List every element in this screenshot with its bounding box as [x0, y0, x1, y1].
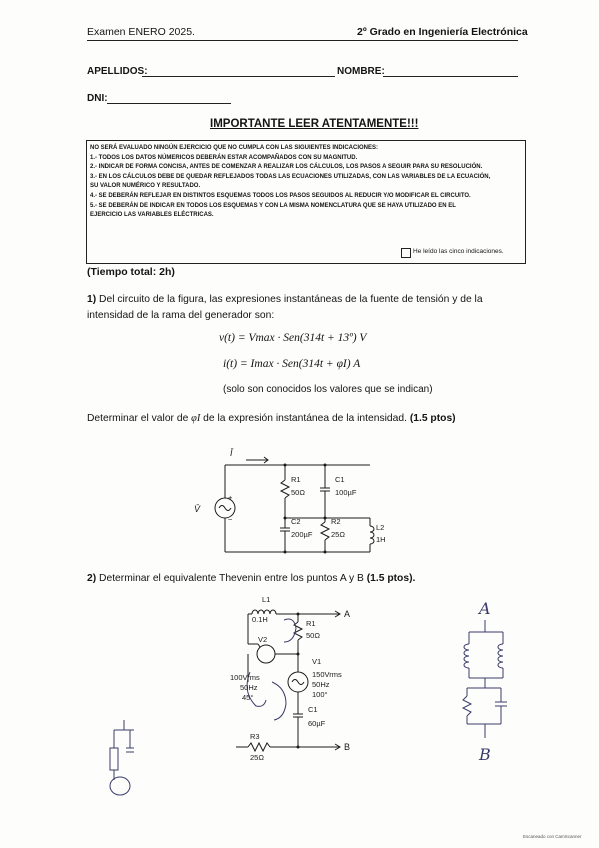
scanner-footer: Escaneado con CamScanner — [523, 834, 582, 839]
notice-line: SU VALOR NUMÉRICO Y RESULTADO. — [90, 183, 201, 190]
r3-label: R3 — [250, 732, 260, 741]
read-checkbox[interactable] — [401, 248, 411, 258]
dni-label: DNI: — [87, 93, 108, 104]
notice-line: EJERCICIO LAS VARIABLES ELÉCTRICAS. — [90, 212, 214, 219]
notice-title: IMPORTANTE LEER ATENTAMENTE!!! — [210, 118, 419, 130]
q2-number: 2) — [87, 573, 97, 584]
v2-amplitude: 100Vrms — [230, 673, 260, 682]
v1-phase: 100° — [312, 690, 328, 699]
q2-statement — [87, 573, 415, 584]
notice-rules — [90, 144, 522, 221]
notice-box — [86, 140, 526, 264]
handwritten-doodle — [100, 718, 150, 798]
v2-phase: 45° — [242, 693, 254, 702]
r2-value: 25Ω — [331, 530, 345, 539]
l1-value: 0.1H — [252, 615, 268, 624]
dni-field[interactable] — [107, 103, 231, 104]
current-equation: i(t) = Imax · Sen(314t + φI) A — [223, 358, 361, 370]
q1-ask-middle: de la expresión instantánea de la intensidad. — [200, 413, 410, 424]
c1-label: C1 — [335, 475, 345, 484]
total-time: (Tiempo total: 2h) — [87, 266, 175, 278]
q1-line1 — [87, 292, 483, 308]
v1-label: V1 — [312, 657, 322, 666]
q1-line2: intensidad de la rama del generador son: — [87, 310, 275, 321]
v2-label: V2 — [258, 635, 268, 644]
phi-symbol: φI — [191, 413, 201, 424]
notice-line: NO SERÁ EVALUADO NINGÚN EJERCICIO QUE NO CUMPLA CON LAS SIGUIENTES INDICACIONES: — [90, 145, 379, 151]
v1-frequency: 50Hz — [312, 680, 330, 689]
q1-text: Del circuito de la figura, las expresiones instantáneas de la fuente de tensión y de la — [99, 294, 483, 305]
exam-date: Examen ENERO 2025. — [87, 26, 195, 38]
apellidos-field[interactable] — [142, 76, 335, 77]
r1-label: R1 — [306, 619, 316, 628]
q2-text: Determinar el equivalente Thevenin entre los puntos A y B — [99, 573, 367, 584]
current-phasor-label: Ī — [230, 448, 233, 458]
c1-label: C1 — [308, 705, 318, 714]
c1-value: 100µF — [335, 488, 357, 497]
degree-name: 2º Grado en Ingeniería Electrónica — [357, 26, 528, 38]
q1-number: 1) — [87, 294, 97, 305]
q1-ask-prefix: Determinar el valor de — [87, 413, 192, 424]
q1-question — [87, 413, 456, 424]
q1-note: (solo son conocidos los valores que se indican) — [223, 384, 433, 395]
v2-frequency: 50Hz — [240, 683, 258, 692]
r3-value: 25Ω — [250, 753, 264, 762]
c2-value: 200µF — [291, 530, 313, 539]
circuit-2-diagram — [220, 592, 390, 768]
svg-text:+: + — [228, 493, 233, 502]
read-checkbox-label: He leído las cinco indicaciones. — [413, 248, 504, 255]
header-rule — [87, 40, 518, 41]
hand-label-a: A — [479, 599, 491, 618]
c1-value: 60µF — [308, 719, 326, 728]
r1-value: 50Ω — [306, 631, 320, 640]
svg-text:−: − — [228, 515, 233, 524]
hand-label-b: B — [479, 745, 491, 764]
apellidos-label: APELLIDOS: — [87, 66, 148, 77]
voltage-equation: v(t) = Vmax · Sen(314t + 13º) V — [219, 332, 367, 344]
notice-line: 5.- SE DEBERÁN DE INDICAR EN TODOS LOS ESQUEMAS Y CON LA MISMA NOMENCLATURA QUE SE HAYA UTILIZADO EN EL — [90, 202, 456, 209]
handwritten-equivalent-sketch — [455, 592, 525, 772]
circuit-1-diagram — [180, 440, 410, 570]
l2-value: 1H — [376, 535, 386, 544]
l2-label: L2 — [376, 523, 385, 532]
notice-line: 4.- SE DEBERÁN REFLEJAR EN DISTINTOS ESQUEMAS TODOS LOS PASOS SEGUIDOS AL REDUCIR Y/O MODIFICAR EL CIRCUITO. — [90, 192, 471, 199]
notice-line: 3.- EN LOS CÁLCULOS DEBE DE QUEDAR REFLEJADOS TODAS LAS ECUACIONES UTILIZADAS, CON LAS VARIABLES DE LA ECUACIÓN, — [90, 173, 491, 180]
r1-label: R1 — [291, 475, 301, 484]
c2-label: C2 — [291, 517, 301, 526]
notice-line: 1.- TODOS LOS DATOS NÚMERICOS DEBERÁN ESTAR ACOMPAÑADOS CON SU MAGNITUD. — [90, 154, 358, 161]
terminal-b-label: B — [344, 742, 351, 752]
q1-points: (1.5 ptos) — [409, 413, 456, 424]
r2-label: R2 — [331, 517, 341, 526]
l1-label: L1 — [262, 595, 271, 604]
notice-line: 2.- INDICAR DE FORMA CONCISA, ANTES DE COMENZAR A REALIZAR LOS CÁLCULOS, LOS PASOS A SEGUIR PARA SU RESOLUCIÓN. — [90, 164, 483, 171]
v1-amplitude: 150Vrms — [312, 670, 342, 679]
nombre-field[interactable] — [383, 76, 518, 77]
nombre-label: NOMBRE: — [337, 66, 385, 77]
q2-points: (1.5 ptos). — [366, 573, 416, 584]
voltage-phasor-label: V̄ — [194, 504, 201, 514]
terminal-a-label: A — [344, 609, 351, 619]
r1-value: 50Ω — [291, 488, 305, 497]
